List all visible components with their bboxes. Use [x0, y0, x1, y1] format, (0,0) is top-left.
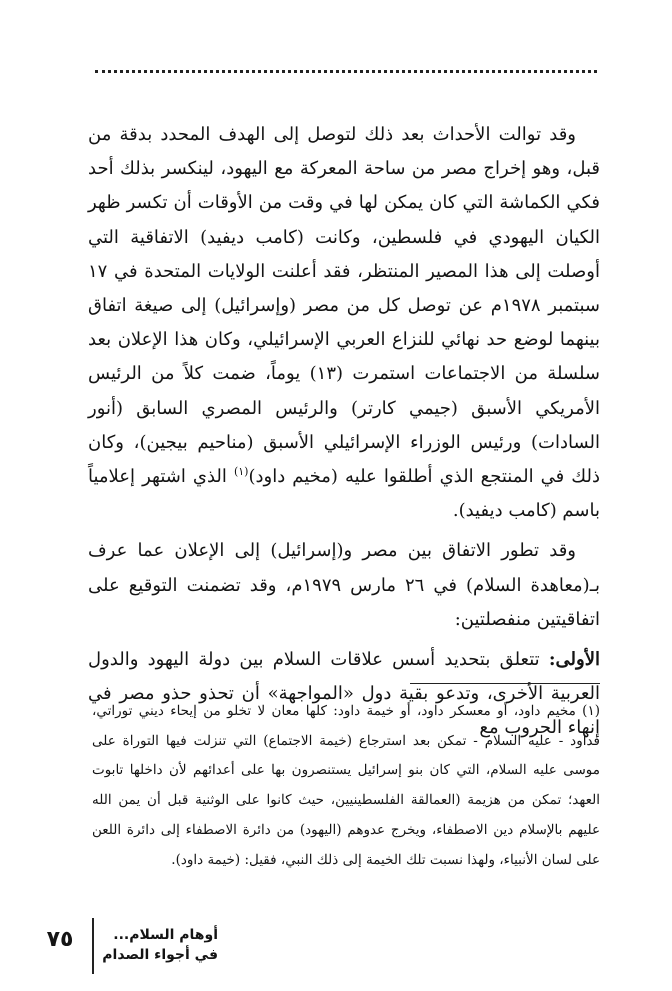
running-title-line-2: في أجواء الصدام [102, 947, 218, 963]
paragraph: وقد تطور الاتفاق بين مصر و(إسرائيل) إلى الإعلان عما عرف بـ(معاهدة السلام) في ٢٦ مارس ١٩٧٩م، وقد تضمنت التوقيع على اتفاقيتين منفصلتين: [88, 540, 600, 630]
header-dotted-rule [95, 70, 597, 73]
footnote: (١) مخيم داود، أو معسكر داود، أو خيمة داود: كلها معان لا تخلو من إيحاء ديني توراتي، فداود - عليه السلام - تمكن بعد استرجاع (خيمة الاجتماع) التي تنزلت فيها التوراة على موسى عليه السلام، التي كان بنو إسرائيل يستنصرون بها على أعدائهم لأن داخلها تابوت العهد؛ تمكن من هزيمة (العمالقة الفلسطينيين، حيث كانوا على الوثنية قبل أن يمن الله عليهم بالإسلام دين الاصطفاء، ويخرج عدوهم (اليهود) من دائرة الاصطفاء إلى دائرة اللعن على لسان الأنبياء، ولهذا نسبت تلك الخيمة إلى ذلك النبي، فقيل: (خيمة داود). [92, 703, 600, 868]
paragraph-text: تتعلق بتحديد أسس علاقات السلام بين دولة اليهود والدول العربية الأخرى، وتدعو بقية دول «المواجهة» أن تحذو حذو مصر في إنهاء الحروب مع [88, 649, 600, 739]
footnote-separator [410, 683, 600, 684]
footnote-reference[interactable]: (١) [233, 465, 249, 479]
running-title-line-1: أوهام السلام... [113, 927, 218, 943]
paragraph-lead-word: الأولى: [548, 649, 600, 671]
running-title [98, 925, 218, 965]
paragraph-text: وقد توالت الأحداث بعد ذلك لتوصل إلى الهدف المحدد بدقة من قبل، وهو إخراج مصر من ساحة المعركة مع اليهود، لينكسر بذلك أحد فكي الكماشة التي كان يمكن لها في وقت من الأوقات أن تكسر ظهر الكيان اليهودي في فلسطين، وكانت (كامب ديفيد) الاتفاقية التي أوصلت إلى هذا المصير المنتظر، فقد أعلنت الولايات المتحدة في ١٧ سبتمبر ١٩٧٨م عن توصل كل من مصر (وإسرائيل) إلى صيغة اتفاق بينهما لوضع حد نهائي للنزاع العربي الإسرائيلي، وكان هذا الإعلان بعد سلسلة من الاجتماعات استمرت (١٣) يوماً، ضمت كلاً من الرئيس الأمريكي الأسبق (جيمي كارتر) والرئيس المصري السابق (أنور السادات) ورئيس الوزراء الإسرائيلي الأسبق (مناحيم بيجين)، وكان ذلك في المنتجع الذي أطلقوا عليه (مخيم داود) [88, 124, 601, 488]
footer-divider [92, 918, 94, 974]
paragraph [88, 118, 600, 528]
page-number: ٧٥ [46, 927, 74, 952]
paragraph-text-end: الذي اشتهر إعلامياً باسم (كامب ديفيد). [88, 466, 600, 522]
main-text [88, 118, 600, 746]
